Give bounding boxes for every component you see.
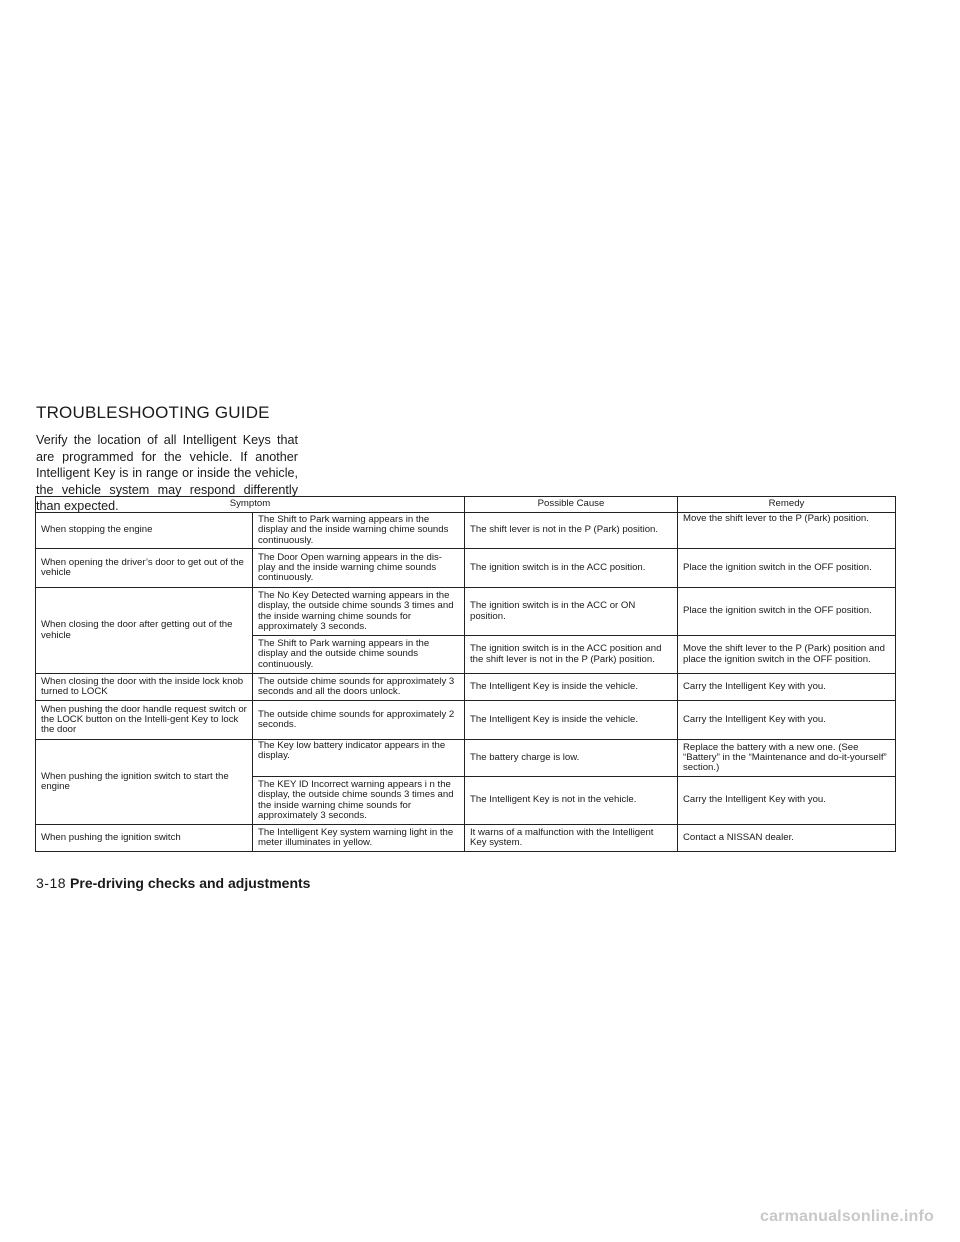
table-row <box>36 740 896 777</box>
cause-cell: The ignition switch is in the ACC position. <box>465 549 678 588</box>
table-row <box>36 825 896 852</box>
page-title: TROUBLESHOOTING GUIDE <box>36 403 270 422</box>
remedy-cell: Carry the Intelligent Key with you. <box>678 674 896 701</box>
section-name: Pre-driving checks and adjustments <box>70 875 311 891</box>
table-row <box>36 588 896 636</box>
symptom-cell: When closing the door after getting out of the vehicle <box>36 588 253 674</box>
cause-cell: The Intelligent Key is inside the vehicle. <box>465 701 678 740</box>
cause-cell: The ignition switch is in the ACC position and the shift lever is not in the P (Park) position. <box>465 636 678 674</box>
watermark: carmanualsonline.info <box>759 1208 934 1225</box>
remedy-cell: Move the shift lever to the P (Park) position and place the ignition switch in the OFF position. <box>678 636 896 674</box>
condition-cell: The outside chime sounds for approximately 2 seconds. <box>253 701 465 740</box>
remedy-cell: Place the ignition switch in the OFF position. <box>678 588 896 636</box>
condition-cell: The Door Open warning appears in the dis-play and the inside warning chime sounds continuously. <box>253 549 465 588</box>
header-remedy: Remedy <box>678 497 896 513</box>
condition-cell: The KEY ID Incorrect warning appears i n the display, the outside chime sounds 3 times and the inside warning chime sounds for approximately 3 seconds. <box>253 777 465 825</box>
symptom-cell: When closing the door with the inside lock knob turned to LOCK <box>36 674 253 701</box>
table-row <box>36 549 896 588</box>
symptom-cell: When pushing the ignition switch to start the engine <box>36 740 253 825</box>
cause-cell: The Intelligent Key is not in the vehicle. <box>465 777 678 825</box>
intro-paragraph: Verify the location of all Intelligent Keys that are programmed for the vehicle. If another Intelligent Key is in range or inside the vehicle, the vehicle system may respond differently than expected. <box>36 433 298 514</box>
remedy-cell: Move the shift lever to the P (Park) position. <box>678 513 896 549</box>
troubleshooting-table <box>35 496 896 852</box>
symptom-cell: When pushing the ignition switch <box>36 825 253 852</box>
condition-cell: The Key low battery indicator appears in the display. <box>253 740 465 777</box>
condition-cell: The outside chime sounds for approximately 3 seconds and all the doors unlock. <box>253 674 465 701</box>
table-row <box>36 701 896 740</box>
header-symptom: Symptom <box>36 497 465 513</box>
symptom-cell: When stopping the engine <box>36 513 253 549</box>
remedy-cell: Carry the Intelligent Key with you. <box>678 701 896 740</box>
table-header-row <box>36 497 896 513</box>
page-number: 3-18 <box>36 875 67 891</box>
table-row <box>36 674 896 701</box>
cause-cell: The ignition switch is in the ACC or ON position. <box>465 588 678 636</box>
page-footer <box>36 875 310 891</box>
cause-cell: The Intelligent Key is inside the vehicle. <box>465 674 678 701</box>
remedy-cell: Contact a NISSAN dealer. <box>678 825 896 852</box>
cause-cell: The shift lever is not in the P (Park) position. <box>465 513 678 549</box>
header-possible-cause: Possible Cause <box>465 497 678 513</box>
table-row <box>36 513 896 549</box>
remedy-cell: Place the ignition switch in the OFF position. <box>678 549 896 588</box>
condition-cell: The Intelligent Key system warning light in the meter illuminates in yellow. <box>253 825 465 852</box>
symptom-cell: When pushing the door handle request switch or the LOCK button on the Intelli-gent Key to lock the door <box>36 701 253 740</box>
cause-cell: The battery charge is low. <box>465 740 678 777</box>
condition-cell: The No Key Detected warning appears in the display, the outside chime sounds 3 times and the inside warning chime sounds for approximately 3 seconds. <box>253 588 465 636</box>
cause-cell: It warns of a malfunction with the Intelligent Key system. <box>465 825 678 852</box>
remedy-cell: Carry the Intelligent Key with you. <box>678 777 896 825</box>
condition-cell: The Shift to Park warning appears in the display and the outside chime sounds continuously. <box>253 636 465 674</box>
condition-cell: The Shift to Park warning appears in the display and the inside warning chime sounds continuously. <box>253 513 465 549</box>
symptom-cell: When opening the driver’s door to get out of the vehicle <box>36 549 253 588</box>
remedy-cell: Replace the battery with a new one. (See “Battery” in the “Maintenance and do-it-yourself” section.) <box>678 740 896 777</box>
